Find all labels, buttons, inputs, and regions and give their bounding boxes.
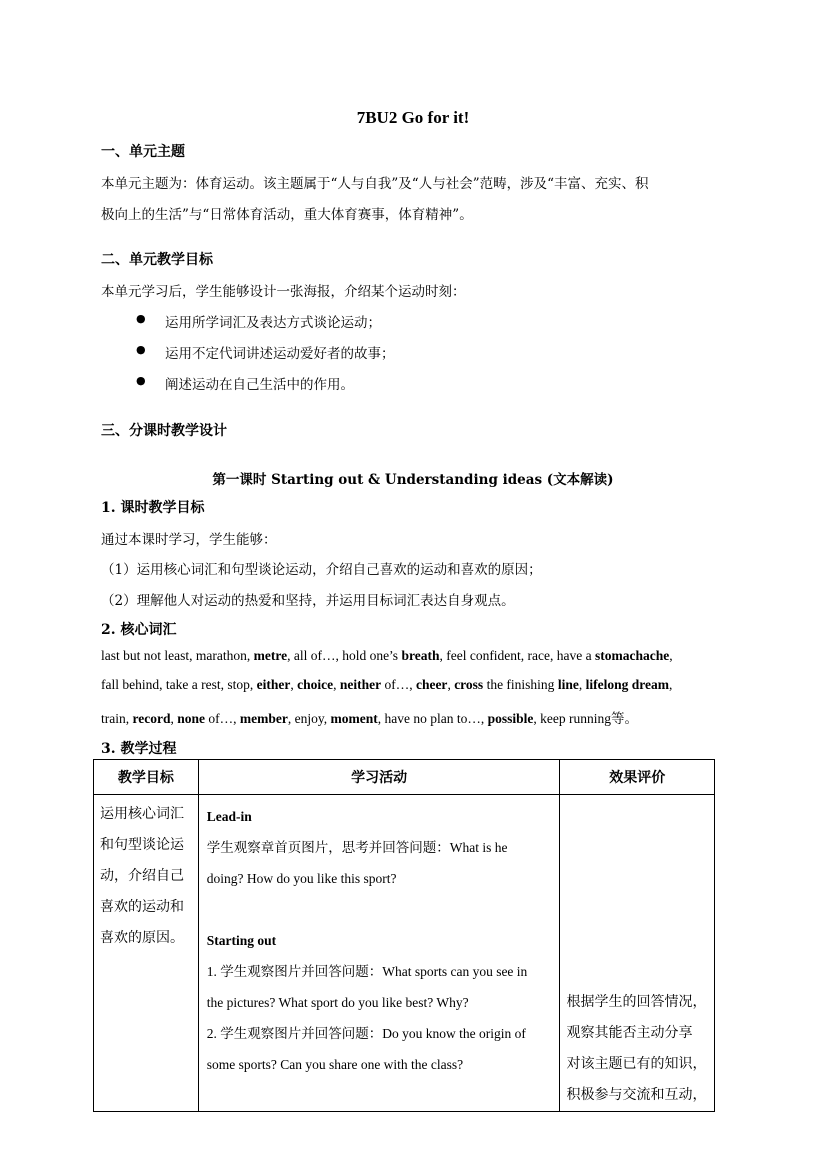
vocab-text: , keep running等。 (533, 711, 638, 726)
vocab-text: , all of…, hold one’s (287, 648, 402, 663)
vocab-text: train, (101, 711, 133, 726)
vocab-heading: 2. 核心词汇 (101, 622, 177, 638)
vocab-keyword: neither (339, 677, 382, 692)
header-learning-activity: 学习活动 (198, 760, 560, 795)
evaluation-cell (560, 795, 715, 1112)
unit-theme-line-1: 本单元主题为：体育运动。该主题属于“人与自我”及“人与社会”范畴，涉及“丰富、充实、积 (101, 176, 649, 192)
vocab-line-1 (101, 648, 727, 664)
vocab-text: the finishing (483, 677, 558, 692)
vocab-text: , have no plan to…, (377, 711, 488, 726)
lesson-title: 第一课时 Starting out & Understanding ideas (文本解读) (212, 472, 614, 488)
vocab-keyword: stomachache (595, 648, 670, 663)
leadin-line: doing? How do you like this sport? (206, 871, 397, 886)
goal-line: 和句型谈论运 (100, 837, 184, 853)
vocab-keyword: cheer (415, 677, 448, 692)
vocab-text: , (170, 711, 178, 726)
evaluation-line: 根据学生的回答情况， (566, 994, 707, 1010)
starting-out-line: some sports? Can you share one with the class? (206, 1057, 464, 1072)
vocab-keyword: cross (454, 677, 484, 692)
vocab-keyword: possible (487, 711, 534, 726)
vocab-keyword: metre (253, 648, 288, 663)
goal-cell (94, 795, 199, 1112)
vocab-keyword: record (132, 711, 171, 726)
bullet-icon: ● (136, 343, 146, 356)
vocab-text: of…, (205, 711, 240, 726)
section-heading-unit-goals: 二、单元教学目标 (101, 252, 213, 268)
leadin-title: Lead-in (206, 809, 252, 824)
starting-out-line: 2. 学生观察图片并回答问题：Do you know the origin of (206, 1026, 526, 1041)
lesson-goal-item: （1）运用核心词汇和句型谈论运动，介绍自己喜欢的运动和喜欢的原因； (101, 562, 542, 578)
goal-line: 运用核心词汇 (100, 806, 184, 822)
vocab-keyword: none (177, 711, 205, 726)
vocab-keyword: member (239, 711, 288, 726)
vocab-text: , (447, 677, 455, 692)
vocab-text: last but not least, marathon, (101, 648, 254, 663)
starting-out-title: Starting out (206, 933, 277, 948)
vocab-keyword: lifelong dream (585, 677, 669, 692)
goal-line: 喜欢的原因。 (100, 930, 184, 946)
vocab-text: fall behind, take a rest, stop, (101, 677, 257, 692)
lesson-goals-intro: 通过本课时学习，学生能够： (101, 532, 277, 548)
unit-goal-item: 运用所学词汇及表达方式谈论运动； (165, 315, 381, 331)
vocab-keyword: either (256, 677, 291, 692)
starting-out-line: the pictures? What sport do you like best? Why? (206, 995, 469, 1010)
vocab-keyword: breath (401, 648, 440, 663)
lesson-goal-item: （2）理解他人对运动的热爱和坚持，并运用目标词汇表达自身观点。 (101, 593, 515, 609)
bullet-icon: ● (136, 374, 146, 387)
vocab-keyword: line (557, 677, 579, 692)
vocab-line-3 (101, 707, 727, 727)
section-heading-unit-theme: 一、单元主题 (101, 144, 185, 160)
goal-line: 喜欢的运动和 (100, 899, 184, 915)
vocab-text: , (290, 677, 298, 692)
evaluation-line: 观察其能否主动分享 (566, 1025, 693, 1041)
unit-theme-line-2: 极向上的生活”与“日常体育活动，重大体育赛事，体育精神”。 (101, 207, 473, 223)
section-heading-lesson-design: 三、分课时教学设计 (101, 423, 227, 439)
vocab-text: , (669, 648, 673, 663)
leadin-line: 学生观察章首页图片，思考并回答问题：What is he (206, 840, 508, 855)
evaluation-line: 对该主题已有的知识， (566, 1056, 707, 1072)
vocab-line-2 (101, 677, 727, 693)
header-teaching-goal: 教学目标 (94, 760, 199, 795)
vocab-keyword: choice (297, 677, 334, 692)
table-row (94, 795, 715, 1112)
lesson-goals-heading: 1. 课时教学目标 (101, 500, 205, 516)
starting-out-line: 1. 学生观察图片并回答问题：What sports can you see in (206, 964, 528, 979)
header-evaluation: 效果评价 (560, 760, 715, 795)
teaching-process-table (93, 759, 715, 1112)
document-title: 7BU2 Go for it! (356, 108, 470, 127)
vocab-text: , (333, 677, 340, 692)
vocab-text: , feel confident, race, have a (439, 648, 596, 663)
unit-goals-intro: 本单元学习后，学生能够设计一张海报，介绍某个运动时刻： (101, 284, 466, 300)
bullet-icon: ● (136, 312, 146, 325)
vocab-keyword: moment (330, 711, 378, 726)
activity-cell (198, 795, 560, 1112)
vocab-text: , (578, 677, 586, 692)
vocab-text: , (668, 677, 673, 692)
table-header-row (94, 760, 715, 795)
vocab-text: of…, (381, 677, 416, 692)
goal-line: 动，介绍自己 (100, 868, 184, 884)
evaluation-line: 积极参与交流和互动， (566, 1087, 707, 1103)
unit-goal-item: 运用不定代词讲述运动爱好者的故事； (165, 346, 395, 362)
unit-goal-item: 阐述运动在自己生活中的作用。 (165, 377, 354, 393)
process-heading: 3. 教学过程 (101, 741, 177, 757)
vocab-text: , enjoy, (287, 711, 331, 726)
